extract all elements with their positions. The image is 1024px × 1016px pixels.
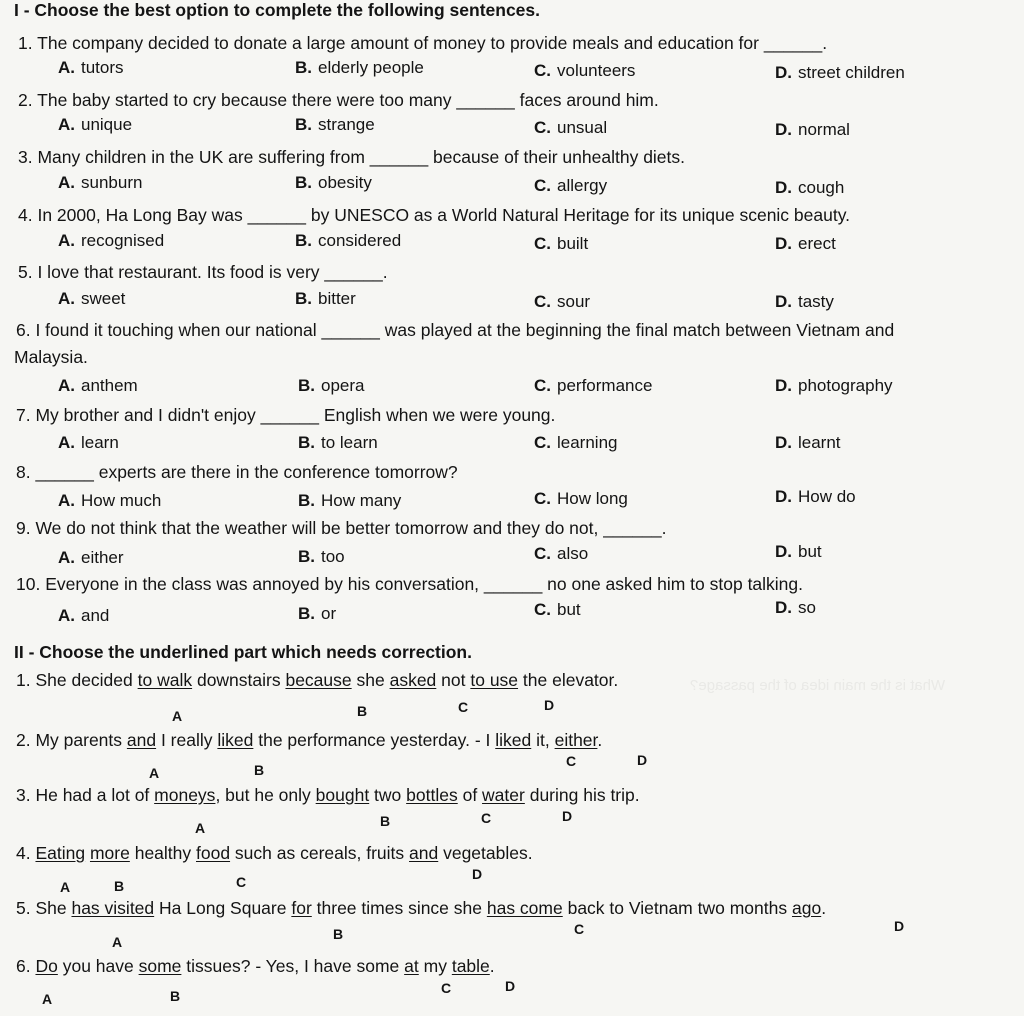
- question-stem-10: 10. Everyone in the class was annoyed by his conversation, ______ no one asked him to stop talking.: [16, 574, 804, 594]
- option-4d[interactable]: [775, 234, 836, 254]
- text: she: [351, 670, 390, 690]
- answer-letter-b: B: [333, 926, 344, 942]
- option-letter: B.: [298, 491, 315, 510]
- underlined-part-b[interactable]: some: [138, 956, 182, 976]
- option-letter: C.: [534, 489, 551, 508]
- answer-letter-d: D: [637, 752, 648, 768]
- option-text: learn: [81, 433, 119, 452]
- text: I really: [156, 730, 218, 750]
- text: my: [418, 956, 452, 976]
- text: .: [821, 898, 827, 918]
- option-text: erect: [798, 234, 836, 253]
- option-text: and: [81, 606, 110, 625]
- option-letter: C.: [534, 176, 551, 195]
- text: 6.: [16, 956, 36, 976]
- option-text: considered: [318, 231, 402, 250]
- option-text: opera: [321, 376, 365, 395]
- question-stem-9: 9. We do not think that the weather will be better tomorrow and they do not, ______.: [16, 518, 667, 538]
- underlined-part-b[interactable]: liked: [217, 730, 254, 750]
- option-letter: D.: [775, 178, 792, 197]
- underlined-part-a[interactable]: moneys: [154, 785, 216, 805]
- option-text: sweet: [81, 289, 126, 308]
- underlined-part-b[interactable]: for: [291, 898, 312, 918]
- text: 3. He had a lot of: [16, 785, 155, 805]
- text: Ha Long Square: [154, 898, 292, 918]
- option-letter: D.: [775, 120, 792, 139]
- option-3b[interactable]: [295, 173, 372, 193]
- answer-letter-c: C: [441, 980, 452, 996]
- underlined-part-d[interactable]: water: [482, 785, 525, 805]
- option-2d[interactable]: [775, 120, 850, 140]
- option-letter: A.: [58, 433, 75, 452]
- answer-letter-d: D: [562, 808, 573, 824]
- correction-sentence-3: [16, 785, 640, 805]
- option-letter: A.: [58, 376, 75, 395]
- answer-letter-a: A: [172, 708, 183, 724]
- question-stem-6: 6. I found it touching when our national ______ was played at the beginning the final match between Vietnam and: [16, 320, 895, 340]
- option-1a[interactable]: [58, 58, 124, 78]
- correction-sentence-2: [16, 730, 602, 750]
- option-5b[interactable]: [295, 289, 356, 309]
- correction-sentence-4: [16, 843, 533, 863]
- option-text: obesity: [318, 173, 372, 192]
- option-letter: C.: [534, 376, 551, 395]
- underlined-part-c[interactable]: food: [196, 843, 231, 863]
- option-10a[interactable]: [58, 606, 109, 626]
- option-text: bitter: [318, 289, 356, 308]
- text: it,: [531, 730, 555, 750]
- option-text: normal: [798, 120, 850, 139]
- option-letter: D.: [775, 234, 792, 253]
- option-text: photography: [798, 376, 893, 395]
- text: the performance yesterday. - I: [253, 730, 496, 750]
- text: 4.: [16, 843, 36, 863]
- option-2c[interactable]: [534, 118, 607, 138]
- answer-letter-c: C: [236, 874, 247, 890]
- option-8c[interactable]: [534, 489, 628, 509]
- underlined-part-a[interactable]: and: [126, 730, 157, 750]
- option-text: too: [321, 547, 345, 566]
- option-letter: D.: [775, 63, 792, 82]
- option-text: learning: [557, 433, 618, 452]
- answer-letter-a: A: [60, 879, 71, 895]
- underlined-part-d[interactable]: either: [554, 730, 598, 750]
- question-stem-6-cont: Malaysia.: [14, 347, 88, 367]
- option-3d[interactable]: [775, 178, 844, 198]
- answer-letter-d: D: [505, 978, 516, 994]
- option-6c[interactable]: [534, 376, 652, 396]
- option-1d[interactable]: [775, 63, 905, 83]
- option-letter: A.: [58, 491, 75, 510]
- option-letter: A.: [58, 606, 75, 625]
- option-text: to learn: [321, 433, 378, 452]
- answer-letter-c: C: [481, 810, 492, 826]
- option-text: unique: [81, 115, 133, 134]
- answer-letter-a: A: [149, 765, 160, 781]
- answer-letter-b: B: [380, 813, 391, 829]
- underlined-part-d[interactable]: and: [409, 843, 439, 863]
- answer-letter-b: B: [170, 988, 181, 1004]
- option-8a[interactable]: [58, 491, 161, 511]
- option-7a[interactable]: [58, 433, 119, 453]
- text: 5. She: [16, 898, 72, 918]
- answer-letter-a: A: [42, 991, 53, 1007]
- option-letter: A.: [58, 115, 75, 134]
- underlined-part-a[interactable]: Do: [35, 956, 58, 976]
- option-10d[interactable]: [775, 598, 816, 618]
- answer-letter-b: B: [114, 878, 125, 894]
- question-stem-7: 7. My brother and I didn't enjoy ______ English when we were young.: [16, 405, 556, 425]
- text: healthy: [129, 843, 196, 863]
- option-letter: B.: [298, 547, 315, 566]
- option-letter: A.: [58, 173, 75, 192]
- option-letter: A.: [58, 289, 75, 308]
- option-9a[interactable]: [58, 548, 124, 568]
- option-text: How long: [557, 489, 628, 508]
- question-stem-2: 2. The baby started to cry because there were too many ______ faces around him.: [18, 90, 659, 110]
- answer-letter-c: C: [458, 699, 469, 715]
- option-text: anthem: [81, 376, 138, 395]
- answer-letter-c: C: [566, 753, 577, 769]
- option-letter: C.: [534, 118, 551, 137]
- option-text: either: [81, 548, 124, 567]
- underlined-part-b[interactable]: because: [285, 670, 352, 690]
- question-stem-8: 8. ______ experts are there in the conference tomorrow?: [16, 462, 458, 482]
- option-letter: D.: [775, 433, 792, 452]
- option-letter: D.: [775, 376, 792, 395]
- underlined-part-c[interactable]: liked: [495, 730, 532, 750]
- option-letter: B.: [295, 231, 312, 250]
- option-letter: B.: [298, 376, 315, 395]
- underlined-part-c[interactable]: at: [404, 956, 419, 976]
- underlined-part-b[interactable]: bought: [315, 785, 370, 805]
- option-6b[interactable]: [298, 376, 364, 396]
- text: the elevator.: [518, 670, 619, 690]
- section-heading-1: I - Choose the best option to complete the following sentences.: [14, 0, 541, 20]
- underlined-part-d[interactable]: to use: [470, 670, 519, 690]
- option-letter: B.: [295, 289, 312, 308]
- option-10b[interactable]: [298, 604, 336, 624]
- option-text: strange: [318, 115, 375, 134]
- option-7c[interactable]: [534, 433, 618, 453]
- option-8b[interactable]: [298, 491, 401, 511]
- text: you have: [57, 956, 139, 976]
- text: back to Vietnam two months: [562, 898, 792, 918]
- underlined-part-c[interactable]: asked: [389, 670, 437, 690]
- option-1b[interactable]: [295, 58, 424, 78]
- option-text: also: [557, 544, 589, 563]
- question-stem-3: 3. Many children in the UK are suffering from ______ because of their unhealthy diets.: [18, 147, 686, 167]
- bleed-through-text: What is the main idea of the passage?: [690, 677, 946, 694]
- option-letter: C.: [534, 600, 551, 619]
- option-5d[interactable]: [775, 292, 834, 312]
- option-9b[interactable]: [298, 547, 345, 567]
- option-text: street children: [798, 63, 905, 82]
- text: such as cereals, fruits: [230, 843, 410, 863]
- text: .: [489, 956, 495, 976]
- option-letter: B.: [295, 115, 312, 134]
- text: 2. My parents: [16, 730, 127, 750]
- option-text: allergy: [557, 176, 608, 195]
- question-stem-4: 4. In 2000, Ha Long Bay was ______ by UNESCO as a World Natural Heritage for its unique scenic beauty.: [18, 205, 851, 225]
- option-text: tasty: [798, 292, 834, 311]
- underlined-part-d[interactable]: table: [451, 956, 490, 976]
- option-5c[interactable]: [534, 292, 590, 312]
- answer-letter-b: B: [357, 703, 368, 719]
- option-3a[interactable]: [58, 173, 142, 193]
- option-letter: C.: [534, 433, 551, 452]
- option-letter: C.: [534, 61, 551, 80]
- option-text: How many: [321, 491, 402, 510]
- option-9c[interactable]: [534, 544, 588, 564]
- option-letter: B.: [295, 58, 312, 77]
- option-6a[interactable]: [58, 376, 138, 396]
- correction-sentence-1: [16, 670, 618, 690]
- option-4c[interactable]: [534, 234, 588, 254]
- option-letter: D.: [775, 598, 792, 617]
- option-6d[interactable]: [775, 376, 893, 396]
- text: vegetables.: [438, 843, 533, 863]
- answer-letter-a: A: [195, 820, 206, 836]
- underlined-part-c[interactable]: bottles: [406, 785, 458, 805]
- option-10c[interactable]: [534, 600, 581, 620]
- option-letter: A.: [58, 231, 75, 250]
- option-7b[interactable]: [298, 433, 378, 453]
- underlined-part-a[interactable]: has visited: [71, 898, 155, 918]
- answer-letter-d: D: [894, 918, 905, 934]
- option-text: recognised: [81, 231, 165, 250]
- option-text: but: [798, 542, 822, 561]
- option-letter: C.: [534, 544, 551, 563]
- answer-letter-b: B: [254, 762, 265, 778]
- option-letter: D.: [775, 292, 792, 311]
- option-8d[interactable]: [775, 487, 856, 507]
- text: .: [597, 730, 603, 750]
- option-text: cough: [798, 178, 845, 197]
- option-letter: D.: [775, 542, 792, 561]
- option-letter: D.: [775, 487, 792, 506]
- option-text: elderly people: [318, 58, 424, 77]
- option-text: How do: [798, 487, 856, 506]
- option-letter: C.: [534, 292, 551, 311]
- underlined-part-b[interactable]: more: [89, 843, 130, 863]
- option-7d[interactable]: [775, 433, 841, 453]
- text: , but he only: [215, 785, 316, 805]
- text: downstairs: [192, 670, 286, 690]
- correction-sentence-5: [16, 898, 826, 918]
- text: two: [369, 785, 407, 805]
- underlined-part-d[interactable]: ago: [791, 898, 822, 918]
- option-4b[interactable]: [295, 231, 401, 251]
- option-text: so: [798, 598, 816, 617]
- underlined-part-a[interactable]: Eating: [35, 843, 86, 863]
- option-1c[interactable]: [534, 61, 635, 81]
- option-text: built: [557, 234, 589, 253]
- option-text: learnt: [798, 433, 841, 452]
- option-text: volunteers: [557, 61, 636, 80]
- option-5a[interactable]: [58, 289, 125, 309]
- answer-letter-d: D: [544, 697, 555, 713]
- answer-letter-a: A: [112, 934, 123, 950]
- answer-letter-c: C: [574, 921, 585, 937]
- text: 1. She decided: [16, 670, 138, 690]
- option-text: performance: [557, 376, 653, 395]
- option-text: but: [557, 600, 581, 619]
- option-3c[interactable]: [534, 176, 607, 196]
- option-text: sunburn: [81, 173, 143, 192]
- answer-letter-d: D: [472, 866, 483, 882]
- option-2a[interactable]: [58, 115, 132, 135]
- underlined-part-a[interactable]: to walk: [137, 670, 193, 690]
- section-heading-2: II - Choose the underlined part which needs correction.: [14, 642, 472, 662]
- option-text: sour: [557, 292, 591, 311]
- option-text: tutors: [81, 58, 124, 77]
- text: not: [436, 670, 471, 690]
- question-stem-1: 1. The company decided to donate a large amount of money to provide meals and education for ______.: [18, 33, 828, 53]
- correction-sentence-6: [16, 956, 495, 976]
- option-text: How much: [81, 491, 162, 510]
- option-letter: A.: [58, 58, 75, 77]
- option-letter: B.: [298, 604, 315, 623]
- option-2b[interactable]: [295, 115, 375, 135]
- underlined-part-c[interactable]: has come: [486, 898, 563, 918]
- option-letter: B.: [295, 173, 312, 192]
- option-text: unsual: [557, 118, 608, 137]
- option-letter: B.: [298, 433, 315, 452]
- text: three times since she: [311, 898, 487, 918]
- text: tissues? - Yes, I have some: [181, 956, 405, 976]
- option-4a[interactable]: [58, 231, 164, 251]
- option-9d[interactable]: [775, 542, 822, 562]
- option-text: or: [321, 604, 337, 623]
- option-letter: A.: [58, 548, 75, 567]
- question-stem-5: 5. I love that restaurant. Its food is very ______.: [18, 262, 388, 282]
- text: during his trip.: [524, 785, 640, 805]
- option-letter: C.: [534, 234, 551, 253]
- text: of: [457, 785, 483, 805]
